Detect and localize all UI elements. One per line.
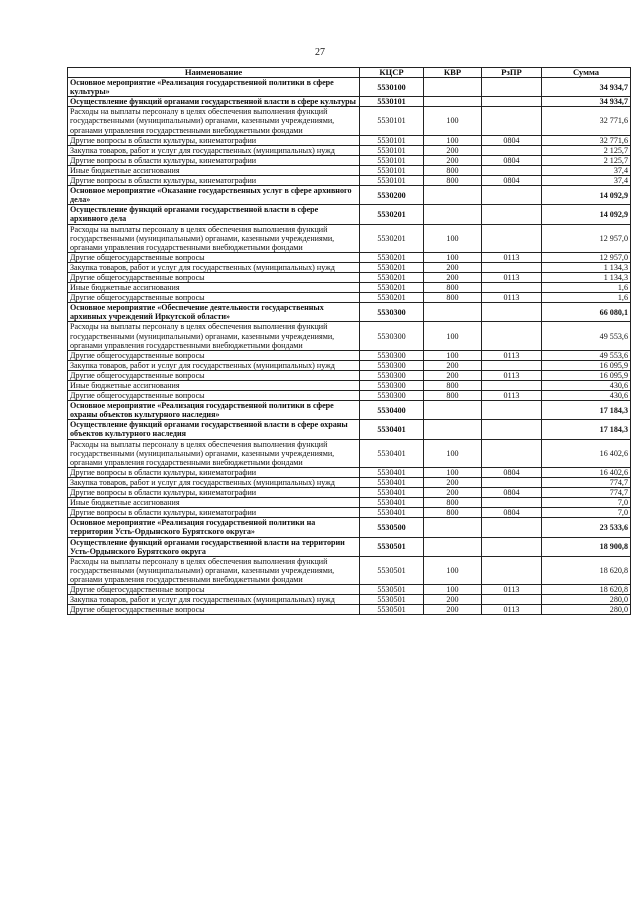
row-kcsr: 5530201: [360, 224, 424, 252]
table-row: [68, 467, 631, 477]
row-sum: 37,4: [542, 176, 631, 186]
row-rzpr: 0113: [482, 370, 542, 380]
row-name: Закупка товаров, работ и услуг для государственных (муниципальных) нужд: [68, 145, 360, 155]
row-kvr: 100: [424, 350, 482, 360]
row-rzpr: 0113: [482, 350, 542, 360]
row-name: Другие вопросы в области культуры, кинематографии: [68, 155, 360, 165]
row-rzpr: [482, 224, 542, 252]
table-header-row: [68, 68, 631, 78]
row-kcsr: 5530300: [360, 360, 424, 370]
table-row: [68, 186, 631, 205]
row-sum: 1 134,3: [542, 272, 631, 282]
row-name: Другие общегосударственные вопросы: [68, 272, 360, 282]
table-row: [68, 262, 631, 272]
row-kvr: 100: [424, 584, 482, 594]
row-name: Закупка товаров, работ и услуг для государственных (муниципальных) нужд: [68, 262, 360, 272]
row-sum: 430,6: [542, 391, 631, 401]
row-name: Основное мероприятие «Реализация государственной политики на территории Усть-Ордынского Бурятского округа»: [68, 518, 360, 537]
header-sum: Сумма: [542, 68, 631, 78]
row-kvr: [424, 303, 482, 322]
page-number: 27: [315, 47, 325, 58]
row-name: Другие вопросы в области культуры, кинематографии: [68, 176, 360, 186]
row-kvr: [424, 97, 482, 107]
row-kvr: [424, 186, 482, 205]
row-sum: 49 553,6: [542, 322, 631, 350]
row-kcsr: 5530201: [360, 262, 424, 272]
row-rzpr: [482, 401, 542, 420]
row-rzpr: [482, 262, 542, 272]
row-sum: 23 533,6: [542, 518, 631, 537]
row-name: Другие вопросы в области культуры, кинематографии: [68, 135, 360, 145]
table-row: [68, 322, 631, 350]
table-row: [68, 107, 631, 135]
row-rzpr: [482, 78, 542, 97]
header-rzpr: РзПР: [482, 68, 542, 78]
row-kcsr: 5530300: [360, 381, 424, 391]
row-rzpr: [482, 381, 542, 391]
row-kcsr: 5530201: [360, 272, 424, 282]
row-name: Расходы на выплаты персоналу в целях обеспечения выполнения функций государственными (муниципальными) органами, казенными учреждениями, органами управления государственными внебюджетными фондами: [68, 556, 360, 584]
row-name: Иные бюджетные ассигнования: [68, 498, 360, 508]
row-rzpr: [482, 439, 542, 467]
row-kcsr: 5530401: [360, 420, 424, 439]
row-kcsr: 5530201: [360, 293, 424, 303]
row-sum: 14 092,9: [542, 186, 631, 205]
row-kcsr: 5530200: [360, 186, 424, 205]
row-sum: 2 125,7: [542, 155, 631, 165]
row-name: Расходы на выплаты персоналу в целях обеспечения выполнения функций государственными (муниципальными) органами, казенными учреждениями, органами управления государственными внебюджетными фондами: [68, 322, 360, 350]
row-kvr: 100: [424, 252, 482, 262]
row-kvr: 200: [424, 370, 482, 380]
table-row: [68, 488, 631, 498]
row-rzpr: [482, 360, 542, 370]
row-sum: 774,7: [542, 477, 631, 487]
row-sum: 16 095,9: [542, 370, 631, 380]
row-kcsr: 5530101: [360, 97, 424, 107]
table-row: [68, 97, 631, 107]
row-sum: 12 957,0: [542, 252, 631, 262]
table-row: [68, 401, 631, 420]
row-sum: 1,6: [542, 283, 631, 293]
row-kvr: [424, 401, 482, 420]
row-sum: 49 553,6: [542, 350, 631, 360]
row-sum: 32 771,6: [542, 135, 631, 145]
row-sum: 7,0: [542, 508, 631, 518]
row-name: Основное мероприятие «Реализация государственной политики в сфере культуры»: [68, 78, 360, 97]
row-rzpr: [482, 165, 542, 175]
row-name: Закупка товаров, работ и услуг для государственных (муниципальных) нужд: [68, 595, 360, 605]
row-kcsr: 5530401: [360, 439, 424, 467]
row-name: Иные бюджетные ассигнования: [68, 381, 360, 391]
row-rzpr: 0804: [482, 508, 542, 518]
row-name: Основное мероприятие «Оказание государственных услуг в сфере архивного дела»: [68, 186, 360, 205]
row-sum: 66 080,1: [542, 303, 631, 322]
row-kcsr: 5530201: [360, 283, 424, 293]
row-sum: 17 184,3: [542, 401, 631, 420]
row-kcsr: 5530401: [360, 467, 424, 477]
row-kcsr: 5530300: [360, 322, 424, 350]
table-row: [68, 420, 631, 439]
table-row: [68, 508, 631, 518]
row-name: Закупка товаров, работ и услуг для государственных (муниципальных) нужд: [68, 360, 360, 370]
table-row: [68, 135, 631, 145]
row-kcsr: 5530500: [360, 518, 424, 537]
table-row: [68, 381, 631, 391]
row-rzpr: 0113: [482, 605, 542, 615]
row-sum: 34 934,7: [542, 97, 631, 107]
row-name: Другие общегосударственные вопросы: [68, 370, 360, 380]
row-rzpr: 0804: [482, 135, 542, 145]
row-kcsr: 5530401: [360, 488, 424, 498]
row-rzpr: 0804: [482, 467, 542, 477]
row-rzpr: 0113: [482, 293, 542, 303]
row-kvr: 800: [424, 508, 482, 518]
row-kcsr: 5530101: [360, 135, 424, 145]
row-kvr: 100: [424, 556, 482, 584]
row-name: Другие общегосударственные вопросы: [68, 350, 360, 360]
row-rzpr: [482, 205, 542, 224]
row-sum: 774,7: [542, 488, 631, 498]
row-name: Другие общегосударственные вопросы: [68, 252, 360, 262]
row-kcsr: 5530201: [360, 205, 424, 224]
row-kcsr: 5530101: [360, 155, 424, 165]
table-row: [68, 477, 631, 487]
row-kvr: [424, 537, 482, 556]
table-row: [68, 537, 631, 556]
header-kvr: КВР: [424, 68, 482, 78]
row-kcsr: 5530300: [360, 370, 424, 380]
row-rzpr: [482, 556, 542, 584]
row-kvr: 800: [424, 498, 482, 508]
row-name: Другие общегосударственные вопросы: [68, 605, 360, 615]
row-kcsr: 5530400: [360, 401, 424, 420]
row-kvr: 100: [424, 224, 482, 252]
table-row: [68, 518, 631, 537]
row-sum: 18 620,8: [542, 556, 631, 584]
row-rzpr: [482, 498, 542, 508]
table-row: [68, 78, 631, 97]
header-kcsr: КЦСР: [360, 68, 424, 78]
row-name: Другие вопросы в области культуры, кинематографии: [68, 467, 360, 477]
row-kvr: 200: [424, 262, 482, 272]
row-rzpr: [482, 186, 542, 205]
row-name: Основное мероприятие «Реализация государственной политики в сфере охраны объектов культурного наследия»: [68, 401, 360, 420]
row-sum: 430,6: [542, 381, 631, 391]
table-body: [68, 78, 631, 615]
row-kcsr: 5530401: [360, 498, 424, 508]
row-rzpr: [482, 283, 542, 293]
row-sum: 1 134,3: [542, 262, 631, 272]
table-row: [68, 293, 631, 303]
row-rzpr: 0804: [482, 488, 542, 498]
row-name: Закупка товаров, работ и услуг для государственных (муниципальных) нужд: [68, 477, 360, 487]
row-rzpr: [482, 595, 542, 605]
table-row: [68, 224, 631, 252]
row-name: Основное мероприятие «Обеспечение деятельности государственных архивных учреждений Иркутской области»: [68, 303, 360, 322]
row-kvr: 200: [424, 145, 482, 155]
row-kcsr: 5530300: [360, 391, 424, 401]
row-rzpr: 0113: [482, 252, 542, 262]
table-row: [68, 360, 631, 370]
row-name: Осуществление функций органами государственной власти в сфере культуры: [68, 97, 360, 107]
row-kvr: 100: [424, 467, 482, 477]
table-row: [68, 605, 631, 615]
row-kcsr: 5530300: [360, 350, 424, 360]
table-row: [68, 350, 631, 360]
row-kcsr: 5530101: [360, 165, 424, 175]
row-kvr: 100: [424, 107, 482, 135]
row-sum: 32 771,6: [542, 107, 631, 135]
row-kcsr: 5530501: [360, 595, 424, 605]
table-row: [68, 176, 631, 186]
table-row: [68, 252, 631, 262]
row-name: Другие вопросы в области культуры, кинематографии: [68, 488, 360, 498]
table-row: [68, 556, 631, 584]
row-name: Осуществление функций органами государственной власти в сфере архивного дела: [68, 205, 360, 224]
row-kvr: 800: [424, 293, 482, 303]
row-kvr: [424, 78, 482, 97]
row-kvr: 200: [424, 605, 482, 615]
row-name: Иные бюджетные ассигнования: [68, 283, 360, 293]
row-kcsr: 5530201: [360, 252, 424, 262]
row-rzpr: 0113: [482, 584, 542, 594]
row-kcsr: 5530501: [360, 584, 424, 594]
table-row: [68, 370, 631, 380]
row-kvr: [424, 205, 482, 224]
row-sum: 18 900,8: [542, 537, 631, 556]
row-kvr: 200: [424, 488, 482, 498]
row-kcsr: 5530100: [360, 78, 424, 97]
table-row: [68, 595, 631, 605]
row-sum: 16 402,6: [542, 439, 631, 467]
row-rzpr: [482, 97, 542, 107]
row-name: Другие общегосударственные вопросы: [68, 391, 360, 401]
row-sum: 1,6: [542, 293, 631, 303]
row-kvr: 200: [424, 595, 482, 605]
row-kcsr: 5530501: [360, 605, 424, 615]
header-name: Наименование: [68, 68, 360, 78]
row-kcsr: 5530101: [360, 145, 424, 155]
table-row: [68, 498, 631, 508]
table-row: [68, 145, 631, 155]
row-sum: 16 095,9: [542, 360, 631, 370]
row-rzpr: [482, 145, 542, 155]
row-rzpr: [482, 303, 542, 322]
row-rzpr: [482, 420, 542, 439]
row-kvr: 200: [424, 155, 482, 165]
row-kvr: 100: [424, 135, 482, 145]
row-kvr: 100: [424, 322, 482, 350]
row-rzpr: 0113: [482, 391, 542, 401]
row-rzpr: 0804: [482, 155, 542, 165]
row-name: Осуществление функций органами государственной власти на территории Усть-Ордынского Бурятского округа: [68, 537, 360, 556]
row-kcsr: 5530501: [360, 537, 424, 556]
table-row: [68, 303, 631, 322]
row-sum: 12 957,0: [542, 224, 631, 252]
row-sum: 17 184,3: [542, 420, 631, 439]
row-kvr: 800: [424, 381, 482, 391]
row-sum: 16 402,6: [542, 467, 631, 477]
row-rzpr: [482, 518, 542, 537]
row-name: Расходы на выплаты персоналу в целях обеспечения выполнения функций государственными (муниципальными) органами, казенными учреждениями, органами управления государственными внебюджетными фондами: [68, 107, 360, 135]
table-row: [68, 155, 631, 165]
row-sum: 280,0: [542, 605, 631, 615]
row-kvr: 800: [424, 391, 482, 401]
row-rzpr: 0113: [482, 272, 542, 282]
row-rzpr: 0804: [482, 176, 542, 186]
row-sum: 34 934,7: [542, 78, 631, 97]
row-rzpr: [482, 477, 542, 487]
budget-table: [67, 67, 631, 615]
row-kcsr: 5530501: [360, 556, 424, 584]
row-kvr: [424, 420, 482, 439]
row-kcsr: 5530101: [360, 176, 424, 186]
table-row: [68, 272, 631, 282]
row-name: Расходы на выплаты персоналу в целях обеспечения выполнения функций государственными (муниципальными) органами, казенными учреждениями, органами управления государственными внебюджетными фондами: [68, 439, 360, 467]
table-row: [68, 205, 631, 224]
row-kcsr: 5530401: [360, 508, 424, 518]
row-rzpr: [482, 107, 542, 135]
row-name: Другие общегосударственные вопросы: [68, 293, 360, 303]
row-name: Другие общегосударственные вопросы: [68, 584, 360, 594]
table-row: [68, 165, 631, 175]
table-row: [68, 439, 631, 467]
row-kvr: 200: [424, 477, 482, 487]
row-kcsr: 5530401: [360, 477, 424, 487]
row-name: Другие вопросы в области культуры, кинематографии: [68, 508, 360, 518]
row-kvr: 800: [424, 283, 482, 293]
row-name: Расходы на выплаты персоналу в целях обеспечения выполнения функций государственными (муниципальными) органами, казенными учреждениями, органами управления государственными внебюджетными фондами: [68, 224, 360, 252]
row-sum: 37,4: [542, 165, 631, 175]
table-row: [68, 283, 631, 293]
row-kvr: 100: [424, 439, 482, 467]
row-kvr: 800: [424, 176, 482, 186]
row-kcsr: 5530300: [360, 303, 424, 322]
table-row: [68, 584, 631, 594]
row-name: Иные бюджетные ассигнования: [68, 165, 360, 175]
row-kcsr: 5530101: [360, 107, 424, 135]
row-kvr: [424, 518, 482, 537]
row-rzpr: [482, 322, 542, 350]
row-rzpr: [482, 537, 542, 556]
row-kvr: 200: [424, 360, 482, 370]
row-sum: 7,0: [542, 498, 631, 508]
row-sum: 280,0: [542, 595, 631, 605]
row-kvr: 200: [424, 272, 482, 282]
row-sum: 18 620,8: [542, 584, 631, 594]
row-kvr: 800: [424, 165, 482, 175]
row-sum: 2 125,7: [542, 145, 631, 155]
row-name: Осуществление функций органами государственной власти в сфере охраны объектов культурного наследия: [68, 420, 360, 439]
row-sum: 14 092,9: [542, 205, 631, 224]
table-row: [68, 391, 631, 401]
